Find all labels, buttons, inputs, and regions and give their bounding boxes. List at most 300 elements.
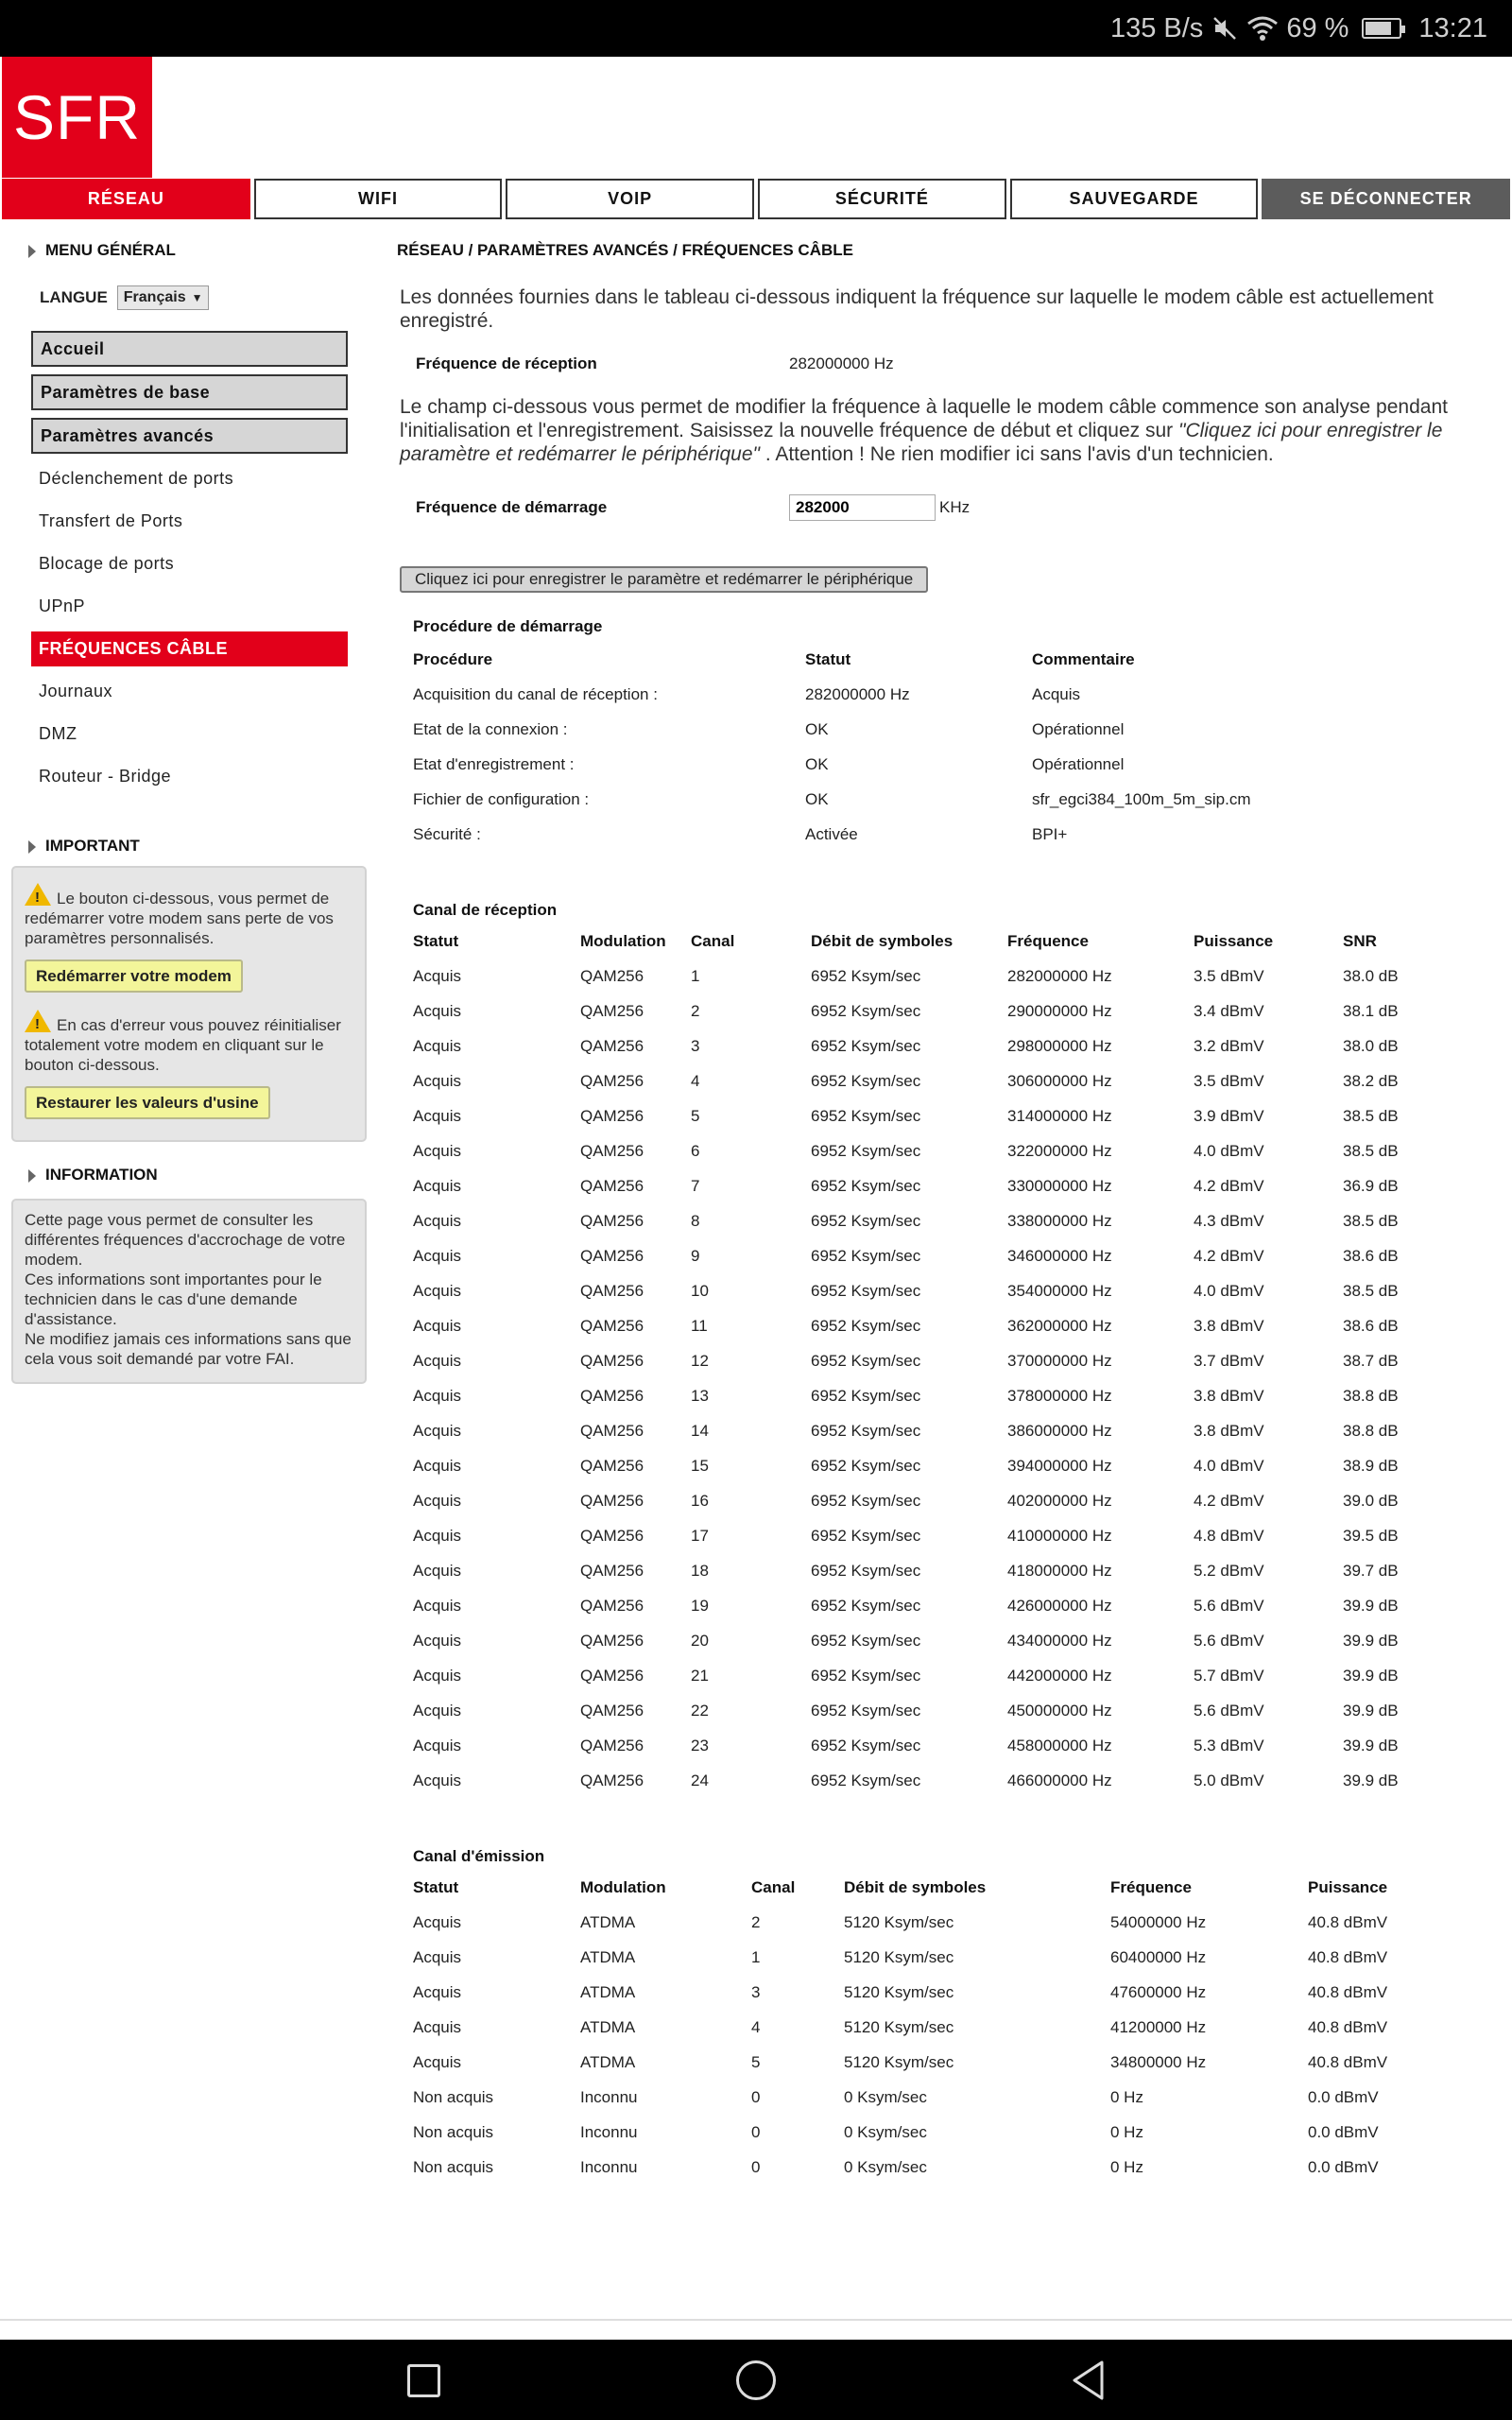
upstream-cell: Inconnu	[580, 2087, 638, 2106]
menu-general-title[interactable]: MENU GÉNÉRAL	[11, 236, 369, 265]
downstream-cell: QAM256	[580, 1771, 644, 1789]
downstream-cell: 6952 Ksym/sec	[811, 1736, 921, 1754]
downstream-cell: 38.0 dB	[1343, 966, 1399, 985]
downstream-cell: Acquis	[413, 1491, 462, 1510]
startup-procedure-title: Procédure de démarrage	[413, 617, 603, 635]
downstream-cell: 39.5 dB	[1343, 1526, 1399, 1545]
table-row	[413, 1553, 1437, 1588]
downstream-cell: Acquis	[413, 1141, 462, 1160]
table-row	[413, 1763, 1437, 1798]
sidebar	[11, 236, 369, 1384]
information-title[interactable]: INFORMATION	[11, 1161, 369, 1189]
upstream-cell: 41200000 Hz	[1110, 2017, 1207, 2036]
table-row	[413, 1693, 1437, 1728]
router-admin-page	[0, 57, 1512, 2340]
downstream-cell: 362000000 Hz	[1007, 1316, 1112, 1335]
downstream-cell: 6952 Ksym/sec	[811, 1491, 921, 1510]
breadcrumb: RÉSEAU / PARAMÈTRES AVANCÉS / FRÉQUENCES CÂBLE	[397, 241, 853, 259]
downstream-cell: 314000000 Hz	[1007, 1106, 1112, 1125]
save-and-restart-button[interactable]: Cliquez ici pour enregistrer le paramètre et redémarrer le périphérique	[400, 566, 928, 593]
table-row	[413, 1623, 1437, 1658]
downstream-header-cell: SNR	[1343, 931, 1377, 950]
downstream-cell: 15	[691, 1456, 709, 1475]
upstream-cell: 5120 Ksym/sec	[844, 2017, 954, 2036]
upstream-cell: 34800000 Hz	[1110, 2052, 1207, 2071]
table-row	[413, 747, 1410, 782]
downstream-cell: 6952 Ksym/sec	[811, 1456, 921, 1475]
downstream-cell: 39.9 dB	[1343, 1771, 1399, 1789]
startup-cell: BPI+	[1032, 824, 1068, 843]
startup-header-cell: Commentaire	[1032, 649, 1135, 668]
sidebar-item-9[interactable]: DMZ	[31, 717, 348, 752]
upstream-cell: Non acquis	[413, 2157, 494, 2176]
startup-cell: Etat de la connexion :	[413, 719, 568, 738]
table-row	[413, 1028, 1437, 1063]
downstream-cell: 14	[691, 1421, 709, 1440]
android-nav-bar	[0, 2340, 1512, 2420]
dropdown-arrow-icon: ▼	[191, 291, 203, 304]
downstream-cell: 39.9 dB	[1343, 1736, 1399, 1754]
startup-procedure-table	[413, 642, 1410, 852]
downstream-cell: QAM256	[580, 1526, 644, 1545]
important-panel	[11, 866, 367, 1142]
downstream-cell: 3.4 dBmV	[1194, 1001, 1264, 1020]
downstream-cell: 39.7 dB	[1343, 1561, 1399, 1580]
triangle-right-icon	[28, 1169, 36, 1183]
downstream-cell: Acquis	[413, 1701, 462, 1720]
startup-cell: Sécurité :	[413, 824, 481, 843]
downstream-cell: 4.2 dBmV	[1194, 1491, 1264, 1510]
downstream-cell: 290000000 Hz	[1007, 1001, 1112, 1020]
downstream-cell: 418000000 Hz	[1007, 1561, 1112, 1580]
sidebar-item-10[interactable]: Routeur - Bridge	[31, 759, 348, 794]
warning-icon	[25, 883, 51, 906]
downstream-cell: 6952 Ksym/sec	[811, 1771, 921, 1789]
upstream-cell: 40.8 dBmV	[1308, 1982, 1388, 2001]
nav-tab-4[interactable]: SAUVEGARDE	[1010, 179, 1259, 219]
downstream-cell: Acquis	[413, 1211, 462, 1230]
downstream-cell: 8	[691, 1211, 700, 1230]
upstream-cell: 5	[751, 2052, 761, 2071]
upstream-cell: 5120 Ksym/sec	[844, 1912, 954, 1931]
downstream-cell: 5.7 dBmV	[1194, 1666, 1264, 1685]
downstream-cell: QAM256	[580, 1701, 644, 1720]
table-row	[413, 1238, 1437, 1273]
upstream-cell: ATDMA	[580, 2017, 636, 2036]
table-row	[413, 1588, 1437, 1623]
upstream-channel-table	[413, 1870, 1421, 2185]
table-row	[413, 1063, 1437, 1098]
downstream-cell: 38.0 dB	[1343, 1036, 1399, 1055]
upstream-cell: Non acquis	[413, 2087, 494, 2106]
startup-cell: Acquisition du canal de réception :	[413, 684, 658, 703]
nav-tab-5[interactable]: SE DÉCONNECTER	[1262, 179, 1510, 219]
downstream-cell: 5.0 dBmV	[1194, 1771, 1264, 1789]
description-text: Le champ ci-dessous vous permet de modifier la fréquence à laquelle le modem câble commence son analyse pendant l'initialisation et l'enregistrement. Saisissez la nouvelle fréquence de début et cliquez sur "Cliquez ici pour enregistrer le paramètre et redémarrer le périphérique" . Attention ! Ne rien modifier ici sans l'avis d'un technicien.	[400, 396, 1448, 465]
upstream-cell: ATDMA	[580, 2052, 636, 2071]
table-row	[413, 1658, 1437, 1693]
downstream-cell: 39.9 dB	[1343, 1631, 1399, 1650]
downstream-cell: QAM256	[580, 1736, 644, 1754]
downstream-cell: 6952 Ksym/sec	[811, 1036, 921, 1055]
upstream-cell: 60400000 Hz	[1110, 1947, 1207, 1966]
downstream-cell: 38.5 dB	[1343, 1141, 1399, 1160]
startup-cell: sfr_egci384_100m_5m_sip.cm	[1032, 789, 1251, 808]
upstream-cell: 0 Hz	[1110, 2157, 1143, 2176]
wifi-icon	[1246, 14, 1279, 43]
downstream-cell: 4.2 dBmV	[1194, 1246, 1264, 1265]
downstream-cell: 38.1 dB	[1343, 1001, 1399, 1020]
downstream-cell: Acquis	[413, 1596, 462, 1615]
downstream-cell: 298000000 Hz	[1007, 1036, 1112, 1055]
downstream-cell: QAM256	[580, 1211, 644, 1230]
sidebar-item-8[interactable]: Journaux	[31, 674, 348, 709]
table-row	[413, 1940, 1421, 1975]
downstream-cell: QAM256	[580, 1246, 644, 1265]
downstream-cell: 6	[691, 1141, 700, 1160]
downstream-cell: 3.7 dBmV	[1194, 1351, 1264, 1370]
upstream-cell: 40.8 dBmV	[1308, 1912, 1388, 1931]
table-row	[413, 782, 1410, 817]
upstream-header-cell: Canal	[751, 1877, 796, 1896]
downstream-cell: 39.9 dB	[1343, 1666, 1399, 1685]
downstream-cell: 3.8 dBmV	[1194, 1316, 1264, 1335]
downstream-cell: QAM256	[580, 1281, 644, 1300]
downstream-cell: 20	[691, 1631, 709, 1650]
downstream-cell: Acquis	[413, 1071, 462, 1090]
sidebar-item-6[interactable]: UPnP	[31, 589, 348, 624]
downstream-cell: Acquis	[413, 1281, 462, 1300]
language-value: Français	[123, 289, 186, 305]
downstream-cell: 38.8 dB	[1343, 1421, 1399, 1440]
table-row	[413, 1728, 1437, 1763]
downstream-cell: 282000000 Hz	[1007, 966, 1112, 985]
downstream-cell: 6952 Ksym/sec	[811, 1701, 921, 1720]
downstream-cell: 354000000 Hz	[1007, 1281, 1112, 1300]
upstream-cell: 0	[751, 2122, 761, 2141]
table-row	[413, 1098, 1437, 1133]
downstream-cell: 38.5 dB	[1343, 1106, 1399, 1125]
upstream-cell: Inconnu	[580, 2157, 638, 2176]
table-row	[413, 1168, 1437, 1203]
start-frequency-input[interactable]	[789, 494, 936, 521]
downstream-cell: Acquis	[413, 1421, 462, 1440]
downstream-cell: 370000000 Hz	[1007, 1351, 1112, 1370]
downstream-cell: 6952 Ksym/sec	[811, 1141, 921, 1160]
language-select[interactable]	[117, 285, 210, 310]
downstream-header-cell: Fréquence	[1007, 931, 1089, 950]
downstream-channel-table	[413, 924, 1437, 1798]
downstream-cell: Acquis	[413, 1176, 462, 1195]
downstream-cell: 6952 Ksym/sec	[811, 1666, 921, 1685]
sidebar-item-0[interactable]: Accueil	[31, 331, 348, 367]
downstream-cell: 3.2 dBmV	[1194, 1036, 1264, 1055]
upstream-header-cell: Statut	[413, 1877, 459, 1896]
downstream-header-cell: Modulation	[580, 931, 666, 950]
upstream-cell: 5120 Ksym/sec	[844, 1947, 954, 1966]
downstream-cell: Acquis	[413, 1246, 462, 1265]
downstream-cell: 3.5 dBmV	[1194, 966, 1264, 985]
downstream-cell: QAM256	[580, 966, 644, 985]
downstream-cell: 4	[691, 1071, 700, 1090]
downstream-cell: 306000000 Hz	[1007, 1071, 1112, 1090]
rx-frequency-label: Fréquence de réception	[416, 354, 597, 372]
nav-tab-1[interactable]: WIFI	[254, 179, 503, 219]
downstream-cell: QAM256	[580, 1421, 644, 1440]
downstream-cell: Acquis	[413, 966, 462, 985]
downstream-cell: 378000000 Hz	[1007, 1386, 1112, 1405]
table-row	[413, 994, 1437, 1028]
downstream-cell: 3.8 dBmV	[1194, 1421, 1264, 1440]
downstream-cell: 4.2 dBmV	[1194, 1176, 1264, 1195]
recent-apps-icon[interactable]	[407, 2364, 440, 2397]
startup-cell: OK	[805, 789, 829, 808]
home-icon[interactable]	[736, 2360, 776, 2400]
downstream-cell: 6952 Ksym/sec	[811, 1246, 921, 1265]
startup-cell: OK	[805, 719, 829, 738]
important-text-2: !En cas d'erreur vous pouvez réinitialiser totalement votre modem en cliquant sur le bouton ci-dessous.	[25, 1010, 353, 1075]
upstream-cell: 0 Ksym/sec	[844, 2122, 927, 2141]
upstream-cell: 0 Ksym/sec	[844, 2087, 927, 2106]
downstream-cell: 6952 Ksym/sec	[811, 1526, 921, 1545]
battery-percent: 69 %	[1286, 12, 1349, 43]
upstream-cell: ATDMA	[580, 1947, 636, 1966]
sidebar-item-4[interactable]: Transfert de Ports	[31, 504, 348, 539]
rx-frequency-row	[397, 352, 1503, 376]
sidebar-item-3[interactable]: Déclenchement de ports	[31, 461, 348, 496]
downstream-cell: 330000000 Hz	[1007, 1176, 1112, 1195]
downstream-cell: Acquis	[413, 1386, 462, 1405]
downstream-cell: 38.5 dB	[1343, 1211, 1399, 1230]
downstream-cell: 322000000 Hz	[1007, 1141, 1112, 1160]
upstream-cell: 4	[751, 2017, 761, 2036]
downstream-cell: QAM256	[580, 1386, 644, 1405]
downstream-cell: 386000000 Hz	[1007, 1421, 1112, 1440]
downstream-cell: 4.3 dBmV	[1194, 1211, 1264, 1230]
downstream-cell: 5	[691, 1106, 700, 1125]
upstream-cell: Acquis	[413, 2052, 462, 2071]
downstream-cell: 38.9 dB	[1343, 1456, 1399, 1475]
downstream-cell: 394000000 Hz	[1007, 1456, 1112, 1475]
downstream-cell: 5.2 dBmV	[1194, 1561, 1264, 1580]
language-row	[11, 284, 369, 312]
startup-header-cell: Statut	[805, 649, 851, 668]
main-content	[397, 236, 1503, 2185]
downstream-cell: 6952 Ksym/sec	[811, 1386, 921, 1405]
table-row	[413, 959, 1437, 994]
restart-modem-button[interactable]: Redémarrer votre modem	[25, 959, 243, 993]
table-row	[413, 1905, 1421, 1940]
upstream-cell: 0.0 dBmV	[1308, 2087, 1379, 2106]
downstream-cell: 434000000 Hz	[1007, 1631, 1112, 1650]
downstream-cell: 6952 Ksym/sec	[811, 1176, 921, 1195]
table-row	[413, 1203, 1437, 1238]
downstream-cell: 3	[691, 1036, 700, 1055]
downstream-cell: 426000000 Hz	[1007, 1596, 1112, 1615]
startup-cell: OK	[805, 754, 829, 773]
downstream-cell: QAM256	[580, 1596, 644, 1615]
upstream-cell: ATDMA	[580, 1982, 636, 2001]
important-title[interactable]: IMPORTANT	[11, 832, 369, 860]
table-row	[413, 2150, 1421, 2185]
downstream-cell: 6952 Ksym/sec	[811, 1561, 921, 1580]
upstream-cell: 2	[751, 1912, 761, 1931]
start-frequency-unit: KHz	[939, 498, 971, 516]
network-speed: 135 B/s	[1109, 12, 1204, 43]
downstream-cell: Acquis	[413, 1736, 462, 1754]
downstream-cell: 18	[691, 1561, 709, 1580]
downstream-cell: Acquis	[413, 1771, 462, 1789]
downstream-cell: QAM256	[580, 1036, 644, 1055]
table-row	[413, 712, 1410, 747]
downstream-cell: 39.9 dB	[1343, 1701, 1399, 1720]
sidebar-item-7[interactable]: FRÉQUENCES CÂBLE	[31, 631, 348, 666]
downstream-cell: 2	[691, 1001, 700, 1020]
sidebar-menu	[11, 331, 369, 794]
downstream-header-cell: Canal	[691, 931, 735, 950]
downstream-cell: 38.6 dB	[1343, 1246, 1399, 1265]
start-frequency-row	[397, 493, 1503, 523]
downstream-cell: QAM256	[580, 1001, 644, 1020]
downstream-cell: QAM256	[580, 1316, 644, 1335]
nav-tab-2[interactable]: VOIP	[506, 179, 754, 219]
upstream-cell: Non acquis	[413, 2122, 494, 2141]
downstream-cell: QAM256	[580, 1106, 644, 1125]
status-bar	[0, 0, 1512, 57]
table-header-row	[413, 1870, 1421, 1905]
downstream-cell: 4.0 dBmV	[1194, 1141, 1264, 1160]
clock: 13:21	[1418, 12, 1487, 43]
startup-cell: Activée	[805, 824, 858, 843]
table-row	[413, 1413, 1437, 1448]
table-row	[413, 1273, 1437, 1308]
downstream-cell: 6952 Ksym/sec	[811, 1596, 921, 1615]
sfr-logo[interactable]: SFR	[2, 57, 152, 178]
downstream-cell: 6952 Ksym/sec	[811, 1316, 921, 1335]
table-row	[413, 2115, 1421, 2150]
battery-icon	[1362, 18, 1401, 39]
back-icon[interactable]	[1070, 2360, 1108, 2401]
upstream-cell: 40.8 dBmV	[1308, 1947, 1388, 1966]
downstream-cell: 338000000 Hz	[1007, 1211, 1112, 1230]
upstream-cell: 0.0 dBmV	[1308, 2122, 1379, 2141]
important-text-1: !Le bouton ci-dessous, vous permet de redémarrer votre modem sans perte de vos paramètres personnalisés.	[25, 883, 353, 948]
footer-divider	[0, 2319, 1512, 2321]
table-row	[413, 1483, 1437, 1518]
downstream-cell: 17	[691, 1526, 709, 1545]
downstream-cell: 5.3 dBmV	[1194, 1736, 1264, 1754]
downstream-cell: 6952 Ksym/sec	[811, 1071, 921, 1090]
downstream-cell: 4.0 dBmV	[1194, 1456, 1264, 1475]
downstream-cell: 5.6 dBmV	[1194, 1701, 1264, 1720]
table-row	[413, 2010, 1421, 2045]
downstream-cell: QAM256	[580, 1491, 644, 1510]
upstream-header-cell: Débit de symboles	[844, 1877, 987, 1896]
downstream-cell: QAM256	[580, 1561, 644, 1580]
downstream-cell: 6952 Ksym/sec	[811, 1001, 921, 1020]
table-row	[413, 817, 1410, 852]
table-row	[413, 1378, 1437, 1413]
downstream-cell: QAM256	[580, 1456, 644, 1475]
downstream-cell: 6952 Ksym/sec	[811, 1421, 921, 1440]
table-header-row	[413, 924, 1437, 959]
downstream-cell: QAM256	[580, 1351, 644, 1370]
downstream-header-cell: Statut	[413, 931, 459, 950]
downstream-cell: 9	[691, 1246, 700, 1265]
nav-tab-3[interactable]: SÉCURITÉ	[758, 179, 1006, 219]
table-row	[413, 2080, 1421, 2115]
downstream-cell: 38.8 dB	[1343, 1386, 1399, 1405]
factory-reset-button[interactable]: Restaurer les valeurs d'usine	[25, 1086, 270, 1119]
upstream-cell: 0 Hz	[1110, 2087, 1143, 2106]
sidebar-item-1[interactable]: Paramètres de base	[31, 374, 348, 410]
table-row	[413, 1448, 1437, 1483]
table-row	[413, 2045, 1421, 2080]
startup-cell: Opérationnel	[1032, 754, 1125, 773]
downstream-cell: 6952 Ksym/sec	[811, 1211, 921, 1230]
table-row	[413, 1343, 1437, 1378]
upstream-cell: 0 Hz	[1110, 2122, 1143, 2141]
downstream-cell: Acquis	[413, 1526, 462, 1545]
downstream-cell: 19	[691, 1596, 709, 1615]
language-label: LANGUE	[40, 288, 108, 306]
downstream-cell: 13	[691, 1386, 709, 1405]
downstream-cell: 12	[691, 1351, 709, 1370]
information-panel: Cette page vous permet de consulter les différentes fréquences d'accrochage de votre modem. Ces informations sont importantes pour le technicien dans le cas d'une demande d'assistance. Ne modifiez jamais ces informations sans que cela vous soit demandé par votre FAI.	[11, 1199, 367, 1384]
upstream-header-cell: Fréquence	[1110, 1877, 1192, 1896]
upstream-cell: Inconnu	[580, 2122, 638, 2141]
upstream-cell: Acquis	[413, 1947, 462, 1966]
downstream-cell: 6952 Ksym/sec	[811, 1106, 921, 1125]
startup-header-cell: Procédure	[413, 649, 493, 668]
downstream-cell: 22	[691, 1701, 709, 1720]
table-row	[413, 677, 1410, 712]
downstream-cell: 3.5 dBmV	[1194, 1071, 1264, 1090]
downstream-cell: 3.9 dBmV	[1194, 1106, 1264, 1125]
table-row	[413, 1518, 1437, 1553]
nav-tab-0[interactable]: RÉSEAU	[2, 179, 250, 219]
downstream-cell: 6952 Ksym/sec	[811, 1631, 921, 1650]
start-frequency-label: Fréquence de démarrage	[416, 498, 608, 516]
downstream-cell: 450000000 Hz	[1007, 1701, 1112, 1720]
mute-icon	[1211, 14, 1239, 43]
startup-cell: 282000000 Hz	[805, 684, 910, 703]
downstream-cell: QAM256	[580, 1631, 644, 1650]
upstream-cell: Acquis	[413, 1982, 462, 2001]
table-row	[413, 1308, 1437, 1343]
downstream-cell: 21	[691, 1666, 709, 1685]
table-row	[413, 1133, 1437, 1168]
downstream-cell: 38.6 dB	[1343, 1316, 1399, 1335]
startup-cell: Opérationnel	[1032, 719, 1125, 738]
downstream-cell: Acquis	[413, 1666, 462, 1685]
startup-cell: Etat d'enregistrement :	[413, 754, 575, 773]
downstream-title: Canal de réception	[413, 901, 558, 919]
downstream-cell: 39.9 dB	[1343, 1596, 1399, 1615]
downstream-cell: Acquis	[413, 1316, 462, 1335]
downstream-cell: 6952 Ksym/sec	[811, 1281, 921, 1300]
downstream-cell: 38.2 dB	[1343, 1071, 1399, 1090]
downstream-header-cell: Puissance	[1194, 931, 1274, 950]
downstream-cell: 3.8 dBmV	[1194, 1386, 1264, 1405]
sidebar-item-5[interactable]: Blocage de ports	[31, 546, 348, 581]
downstream-cell: 4.8 dBmV	[1194, 1526, 1264, 1545]
sidebar-item-2[interactable]: Paramètres avancés	[31, 418, 348, 454]
triangle-right-icon	[28, 245, 36, 258]
upstream-cell: 5120 Ksym/sec	[844, 1982, 954, 2001]
upstream-cell: 3	[751, 1982, 761, 2001]
downstream-cell: 410000000 Hz	[1007, 1526, 1112, 1545]
